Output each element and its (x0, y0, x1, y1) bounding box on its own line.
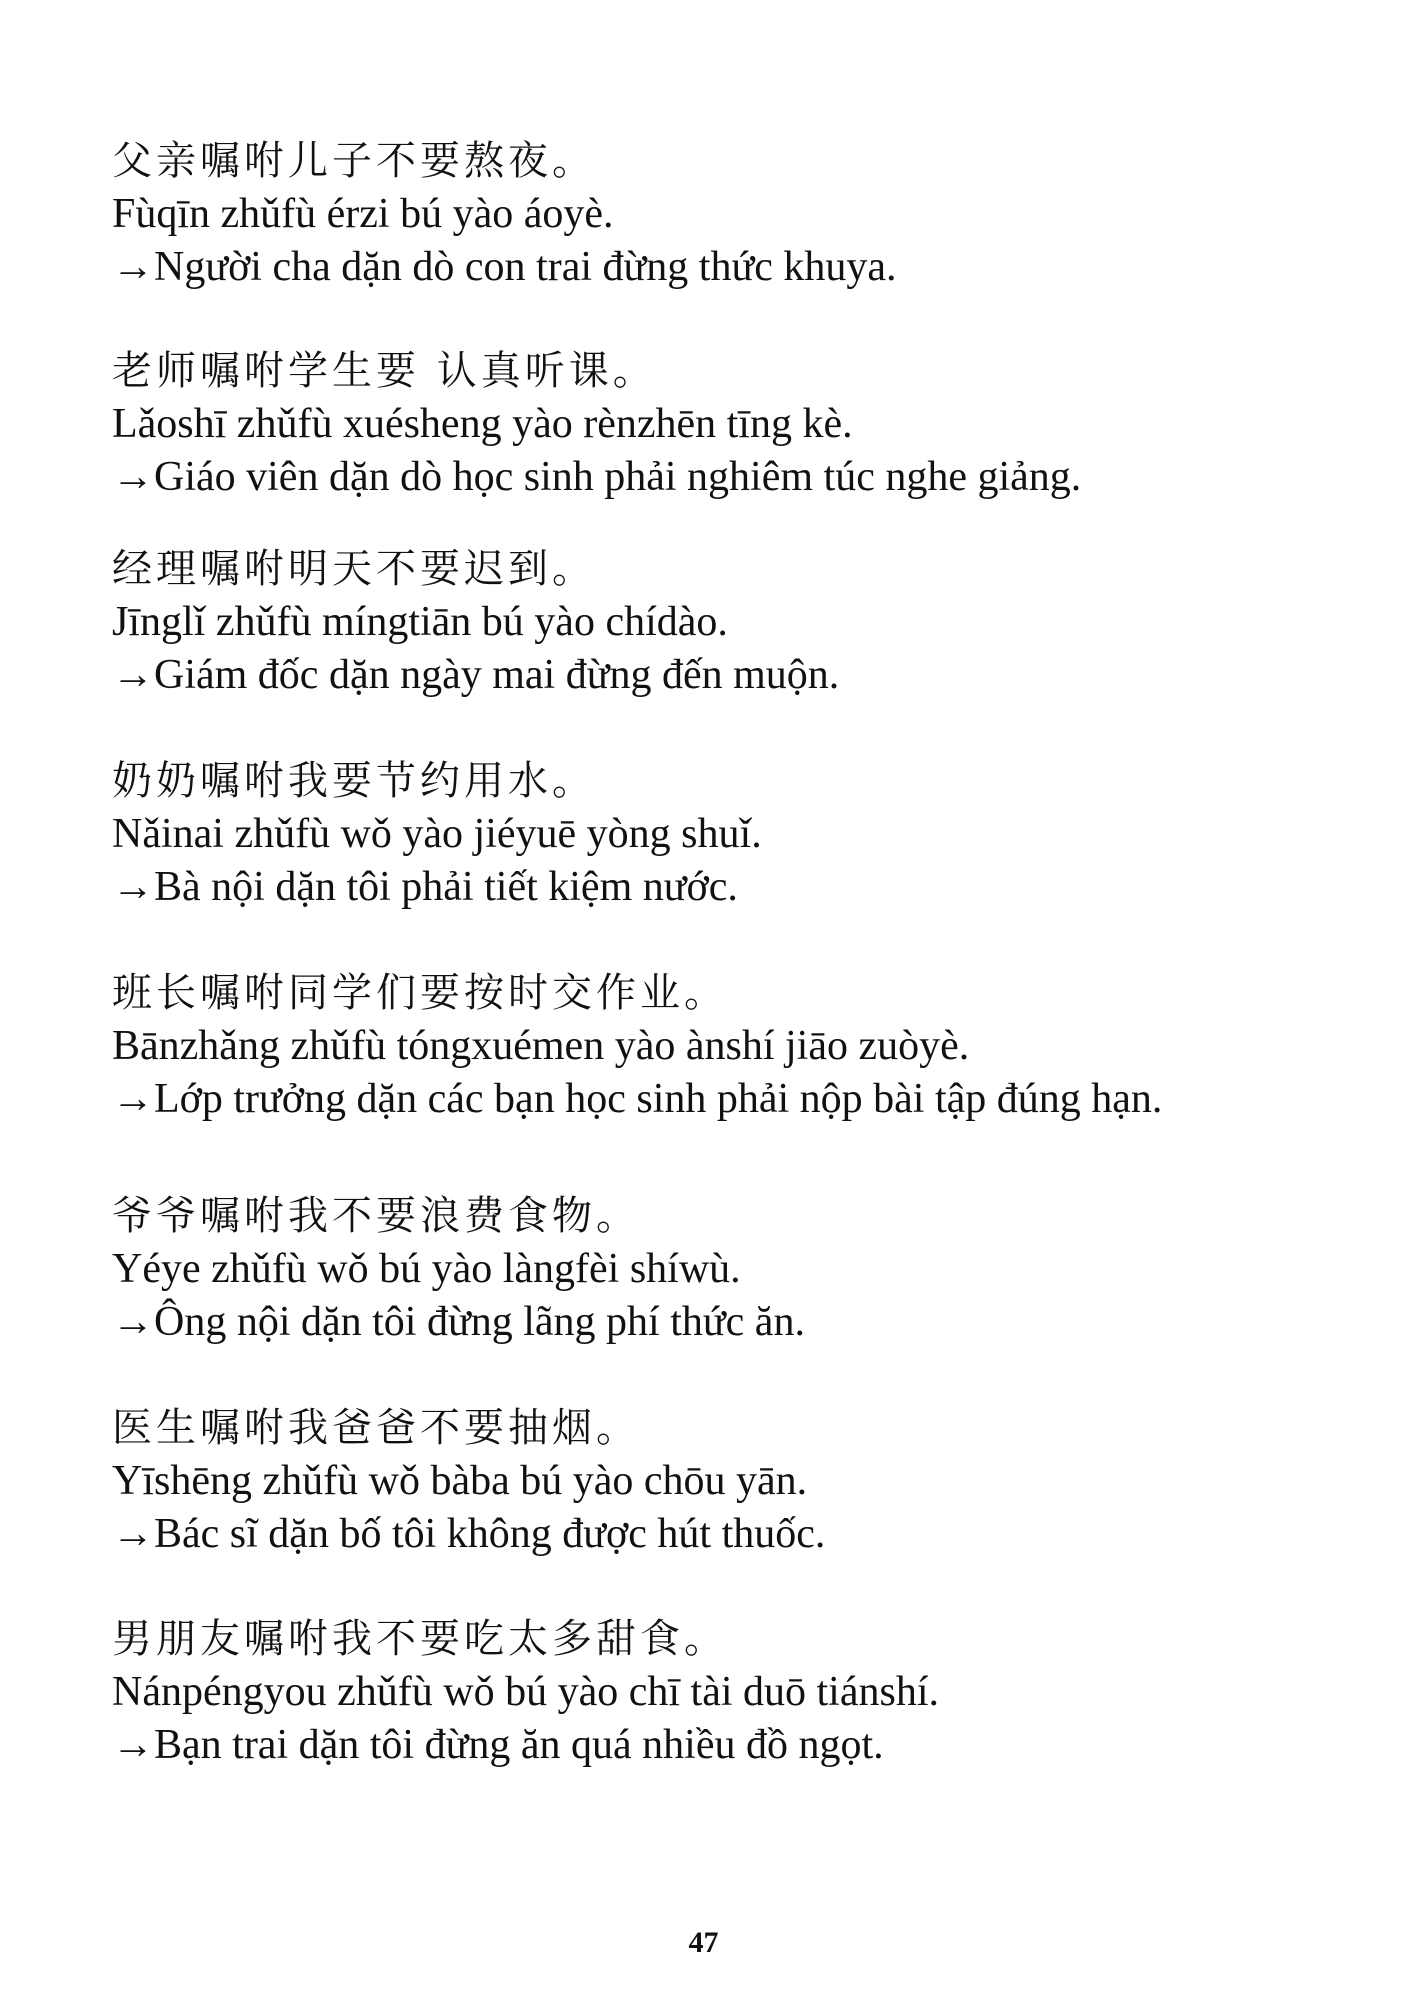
sentence-entry (112, 967, 1312, 1126)
vietnamese-translation: →Người cha dặn dò con trai đừng thức khuya. (112, 244, 897, 290)
vietnamese-translation: →Bạn trai dặn tôi đừng ăn quá nhiều đồ ngọt. (112, 1722, 884, 1768)
chinese-sentence: 老师嘱咐学生要 认真听课。 (112, 348, 657, 394)
vietnamese-translation: →Giáo viên dặn dò học sinh phải nghiêm túc nghe giảng. (112, 454, 1082, 500)
chinese-sentence: 医生嘱咐我爸爸不要抽烟。 (112, 1405, 640, 1451)
sentence-entry (112, 345, 1312, 504)
pinyin-sentence: Nánpéngyou zhǔfù wǒ bú yào chī tài duō tiánshí. (112, 1669, 939, 1715)
vietnamese-translation: →Lớp trưởng dặn các bạn học sinh phải nộp bài tập đúng hạn. (112, 1076, 1163, 1122)
chinese-sentence: 男朋友嘱咐我不要吃太多甜食。 (112, 1616, 728, 1662)
sentence-entry (112, 1613, 1312, 1772)
chinese-sentence: 爷爷嘱咐我不要浪费食物。 (112, 1193, 640, 1239)
chinese-sentence: 父亲嘱咐儿子不要熬夜。 (112, 138, 596, 184)
vietnamese-translation: →Giám đốc dặn ngày mai đừng đến muộn. (112, 652, 840, 698)
sentence-entry (112, 135, 1312, 294)
sentence-entry (112, 755, 1312, 914)
chinese-sentence: 经理嘱咐明天不要迟到。 (112, 546, 596, 592)
chinese-sentence: 奶奶嘱咐我要节约用水。 (112, 758, 596, 804)
vietnamese-translation: →Bác sĩ dặn bố tôi không được hút thuốc. (112, 1511, 826, 1557)
pinyin-sentence: Nǎinai zhǔfù wǒ yào jiéyuē yòng shuǐ. (112, 811, 762, 857)
sentence-entry (112, 1402, 1312, 1561)
sentence-entry (112, 543, 1312, 702)
pinyin-sentence: Yīshēng zhǔfù wǒ bàba bú yào chōu yān. (112, 1458, 808, 1504)
pinyin-sentence: Lǎoshī zhǔfù xuésheng yào rènzhēn tīng kè. (112, 401, 853, 447)
chinese-sentence: 班长嘱咐同学们要按时交作业。 (112, 970, 728, 1016)
pinyin-sentence: Yéye zhǔfù wǒ bú yào làngfèi shíwù. (112, 1246, 741, 1292)
page-number: 47 (688, 1926, 719, 1959)
pinyin-sentence: Jīnglǐ zhǔfù míngtiān bú yào chídào. (112, 599, 728, 645)
pinyin-sentence: Bānzhǎng zhǔfù tóngxuémen yào ànshí jiāo zuòyè. (112, 1023, 970, 1069)
sentence-entry (112, 1190, 1312, 1349)
vietnamese-translation: →Bà nội dặn tôi phải tiết kiệm nước. (112, 864, 738, 910)
pinyin-sentence: Fùqīn zhǔfù érzi bú yào áoyè. (112, 191, 614, 237)
vietnamese-translation: →Ông nội dặn tôi đừng lãng phí thức ăn. (112, 1299, 805, 1345)
